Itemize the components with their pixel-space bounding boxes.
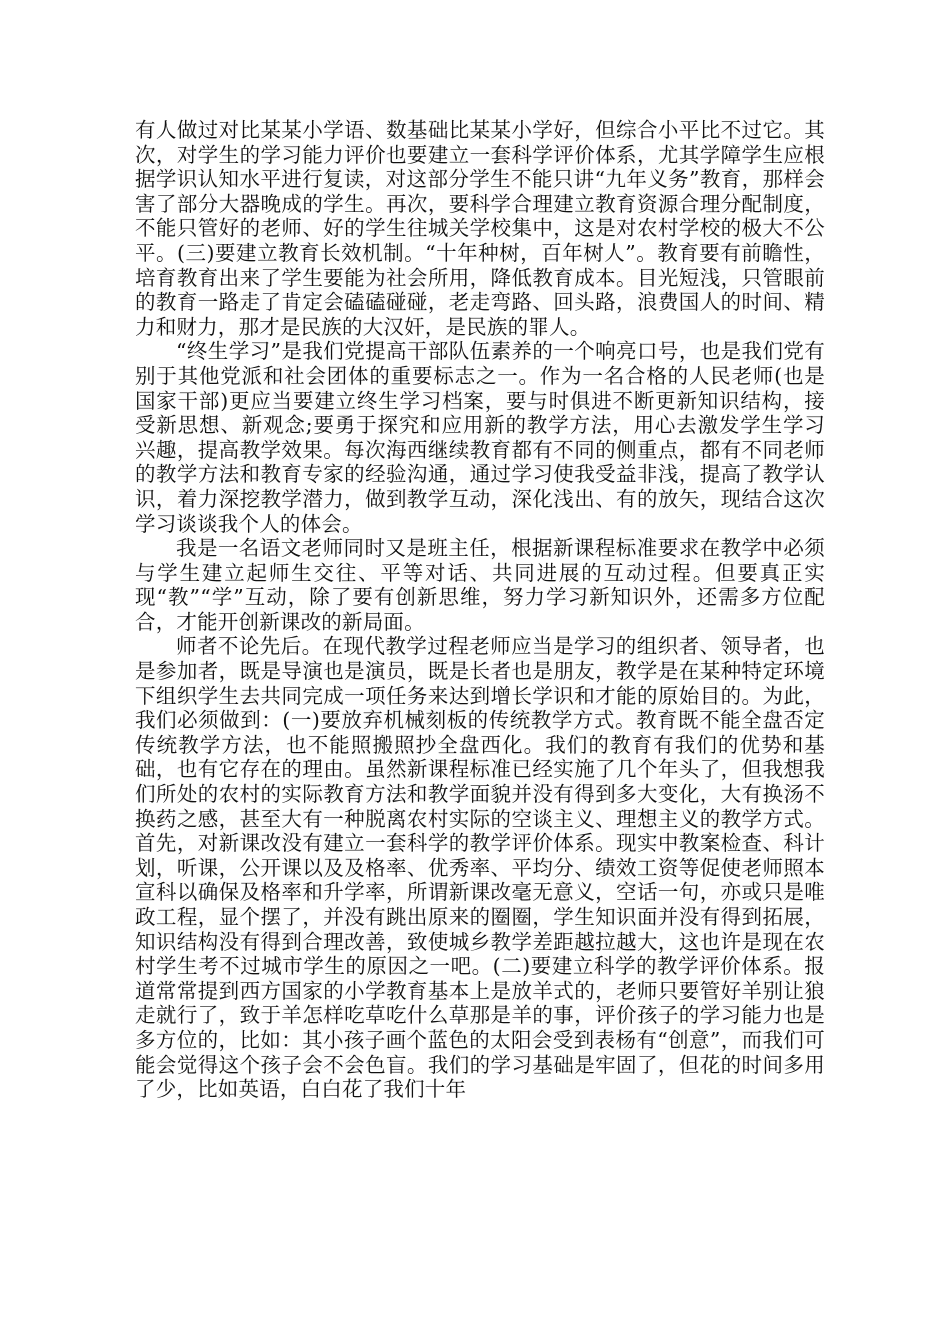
paragraph-2: “终生学习”是我们党提高干部队伍素养的一个响亮口号，也是我们党有别于其他党派和社会团体的重要标志之一。作为一名合格的人民老师(也是国家干部)更应当要建立终生学习档案，要与时俱进不断更新知识结构，接受新思想、新观念;要勇于探究和应用新的教学方法，用心去激发学生学习兴趣，提高教学效果。每次海西继续教育都有不同的侧重点，都有不同老师的教学方法和教育专家的经验沟通，通过学习使我受益非浅，提高了教学认识，着力深挖教学潜力，做到教学互动，深化浅出、有的放矢，现结合这次学习谈谈我个人的体会。 [135, 339, 825, 536]
paragraph-3: 我是一名语文老师同时又是班主任，根据新课程标准要求在教学中必须与学生建立起师生交往、平等对话、共同进展的互动过程。但要真正实现“教”“学”互动，除了要有创新思维，努力学习新知识外，还需多方位配合，才能开创新课改的新局面。 [135, 536, 825, 634]
paragraph-1: 有人做过对比某某小学语、数基础比某某小学好，但综合小平比不过它。其次，对学生的学习能力评价也要建立一套科学评价体系，尤其学障学生应根据学识认知水平进行复读，对这部分学生不能只讲“九年义务”教育，那样会害了部分大器晚成的学生。再次，要科学合理建立教育资源合理分配制度，不能只管好的老师、好的学生往城关学校集中，这是对农村学校的极大不公平。(三)要建立教育长效机制。“十年种树，百年树人”。教育要有前瞻性，培育教育出来了学生要能为社会所用，降低教育成本。目光短浅，只管眼前的教育一路走了肯定会磕磕碰碰，老走弯路、回头路，浪费国人的时间、精力和财力，那才是民族的大汉奸，是民族的罪人。 [135, 118, 825, 339]
paragraph-4: 师者不论先后。在现代教学过程老师应当是学习的组织者、领导者，也是参加者，既是导演也是演员，既是长者也是朋友，教学是在某种特定环境下组织学生去共同完成一项任务来达到增长学识和才能的原始目的。为此，我们必须做到：(一)要放弃机械刻板的传统教学方式。教育既不能全盘否定传统教学方法，也不能照搬照抄全盘西化。我们的教育有我们的优势和基础，也有它存在的理由。虽然新课程标准已经实施了几个年头了，但我想我们所处的农村的实际教育方法和教学面貌并没有得到多大变化，大有换汤不换药之感，甚至大有一种脱离农村实际的空谈主义、理想主义的教学方式。首先，对新课改没有建立一套科学的教学评价体系。现实中教案检查、科计划，听课，公开课以及及格率、优秀率、平均分、绩效工资等促使老师照本宣科以确保及格率和升学率，所谓新课改毫无意义，空话一句，亦或只是唯政工程，显个摆了，并没有跳出原来的圈圈，学生知识面并没有得到拓展，知识结构没有得到合理改善，致使城乡教学差距越拉越大，这也许是现在农村学生考不过城市学生的原因之一吧。(二)要建立科学的教学评价体系。报道常常提到西方国家的小学教育基本上是放羊式的，老师只要管好羊别让狼走就行了，致于羊怎样吃草吃什么草那是羊的事，评价孩子的学习能力也是多方位的，比如：其小孩子画个蓝色的太阳会受到表杨有“创意”，而我们可能会觉得这个孩子会不会色盲。我们的学习基础是牢固了，但花的时间多用了少，比如英语，白白花了我们十年 [135, 634, 825, 1102]
document-body [135, 118, 825, 1102]
